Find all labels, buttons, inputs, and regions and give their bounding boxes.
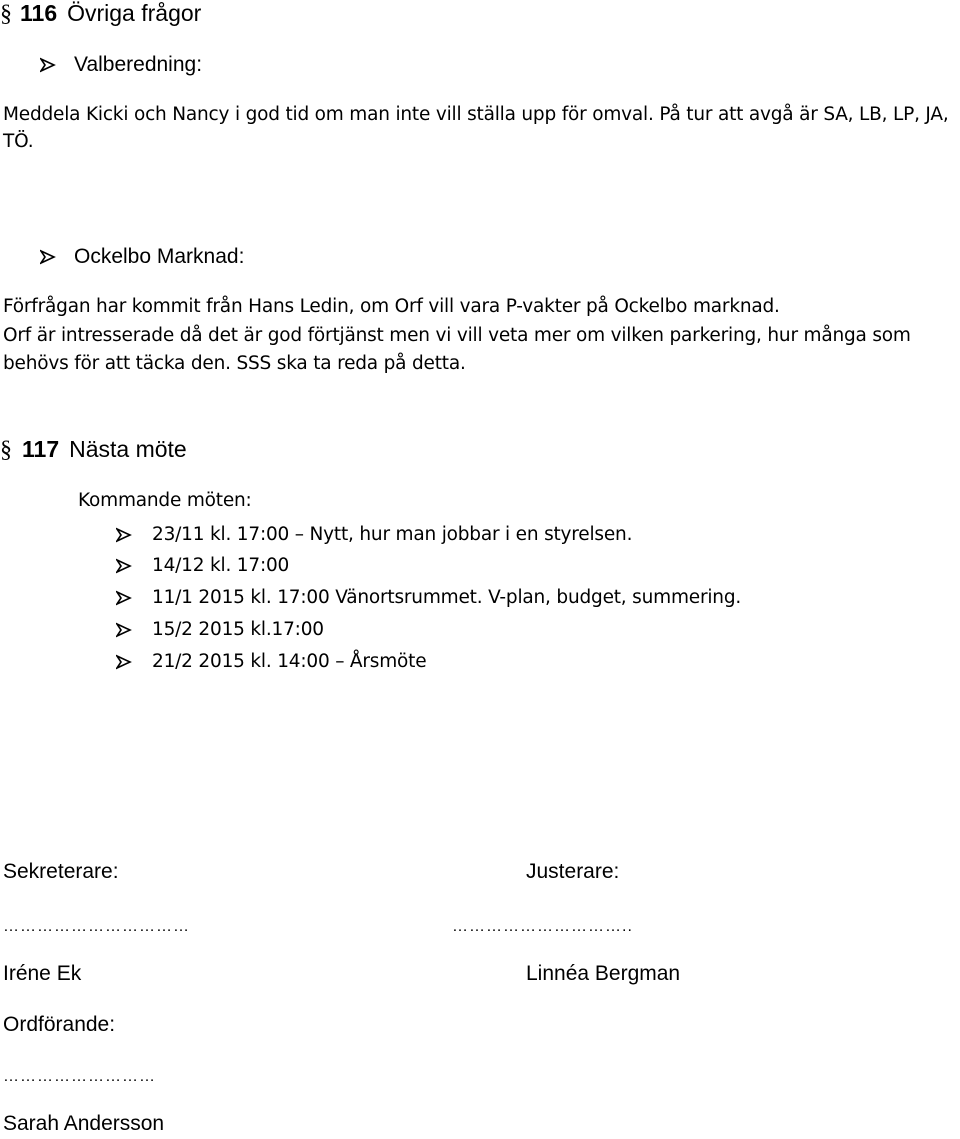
valberedning-text-line2: TÖ. [3, 131, 34, 152]
adjuster-signature-line: ………………………….. [452, 918, 633, 935]
valberedning-heading [40, 53, 202, 77]
ockelbo-text-line1: Förfrågan har kommit från Hans Ledin, om Orf vill vara P-vakter på Ockelbo marknad. [3, 296, 780, 317]
arrow-bullet-icon [116, 527, 132, 543]
meeting-text: 23/11 kl. 17:00 – Nytt, hur man jobbar i en styrelsen. [152, 524, 633, 545]
section-116-heading [0, 0, 201, 28]
section-symbol: § [0, 1, 12, 27]
meeting-text: 21/2 2015 kl. 14:00 – Årsmöte [152, 651, 427, 672]
arrow-bullet-icon [116, 654, 132, 670]
arrow-bullet-icon [116, 622, 132, 638]
section-title: Nästa möte [69, 436, 187, 462]
chair-signature-line: ……………………… [3, 1068, 156, 1085]
chair-name: Sarah Andersson [3, 1112, 165, 1135]
section-117-heading [0, 436, 187, 464]
secretary-name: Iréne Ek [3, 962, 82, 985]
meeting-list-item [116, 555, 289, 576]
meeting-list-item [116, 587, 741, 608]
meeting-list-item [116, 524, 632, 545]
ockelbo-text-line2: Orf är intresserade då det är god förtjänst men vi vill veta mer om vilken parkering, hur många som [3, 325, 911, 346]
arrow-bullet-icon [40, 57, 56, 73]
meeting-list-item [116, 619, 324, 640]
ockelbo-title: Ockelbo Marknad: [74, 245, 245, 268]
secretary-signature-line: …………………………… [3, 918, 190, 935]
meeting-text: 14/12 kl. 17:00 [152, 555, 290, 576]
adjuster-name: Linnéa Bergman [526, 962, 681, 985]
ockelbo-heading [40, 245, 244, 269]
valberedning-text-line1: Meddela Kicki och Nancy i god tid om man inte vill ställa upp för omval. På tur att avgå är SA, LB, LP, JA, [3, 104, 949, 125]
section-number: 117 [22, 436, 60, 462]
section-title: Övriga frågor [67, 0, 202, 26]
arrow-bullet-icon [116, 558, 132, 574]
section-number: 116 [20, 0, 58, 26]
arrow-bullet-icon [116, 590, 132, 606]
valberedning-title: Valberedning: [74, 53, 203, 76]
meetings-intro: Kommande möten: [78, 490, 252, 511]
chair-label: Ordförande: [3, 1013, 116, 1036]
ockelbo-text-line3: behövs för att täcka den. SSS ska ta reda på detta. [3, 353, 466, 374]
section-symbol: § [0, 437, 12, 463]
arrow-bullet-icon [40, 249, 56, 265]
meeting-text: 15/2 2015 kl.17:00 [152, 619, 324, 640]
secretary-label: Sekreterare: [3, 860, 119, 883]
adjuster-label: Justerare: [526, 860, 620, 883]
meeting-text: 11/1 2015 kl. 17:00 Vänortsrummet. V-plan, budget, summering. [152, 587, 742, 608]
meeting-list-item [116, 651, 426, 672]
